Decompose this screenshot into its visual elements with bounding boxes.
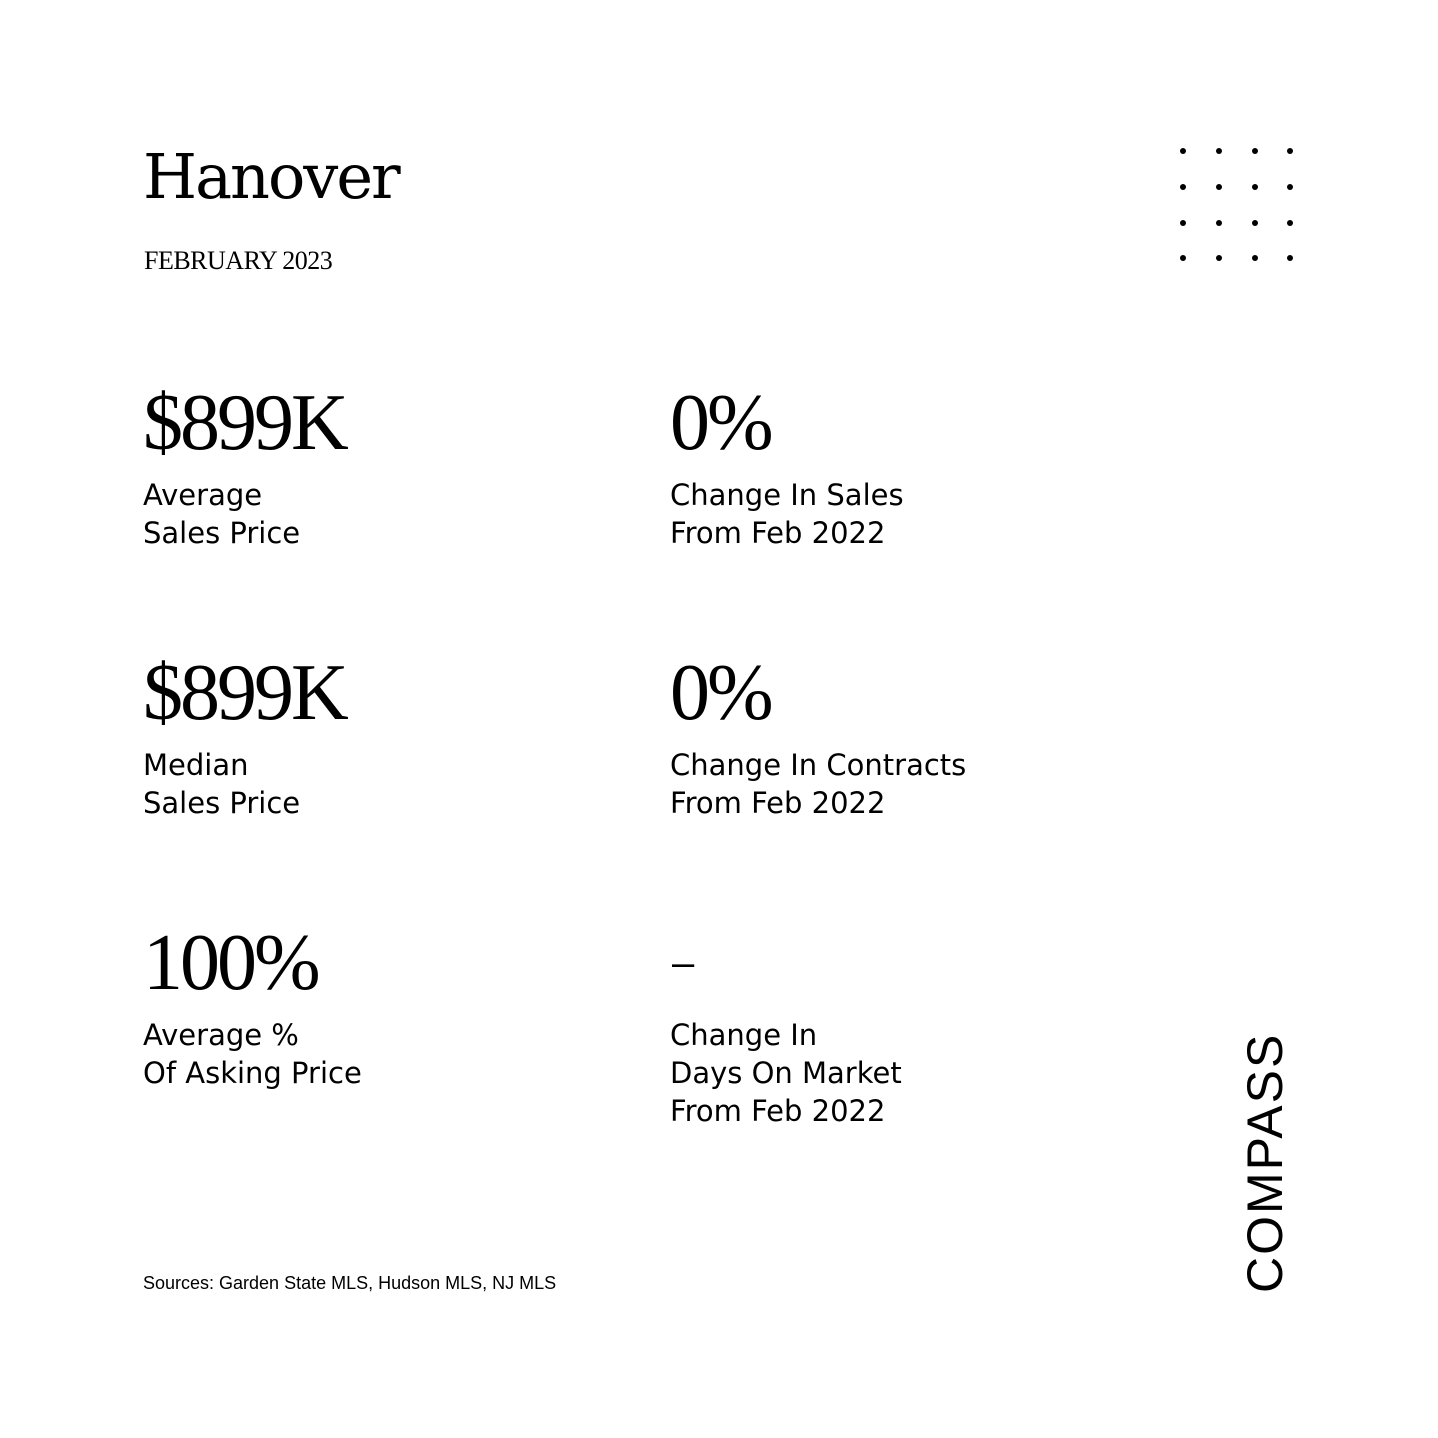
- stat-median-sales-price: [143, 649, 346, 822]
- stat-label-line: Sales Price: [143, 516, 301, 550]
- stat-label-line: From Feb 2022: [670, 786, 886, 820]
- stat-value: $899K: [143, 649, 346, 737]
- stat-label-line: Change In Sales: [670, 478, 904, 512]
- stat-value: 0%: [670, 379, 771, 467]
- stat-average-percent-of-asking: [143, 919, 362, 1092]
- stat-label: [143, 746, 346, 822]
- stat-label-line: Average %: [143, 1018, 299, 1052]
- report-period: FEBRUARY 2023: [144, 246, 333, 275]
- stat-value: –: [672, 941, 695, 985]
- stat-value: 0%: [670, 649, 771, 737]
- stat-label-line: Sales Price: [143, 786, 301, 820]
- stat-value: 100%: [143, 919, 318, 1007]
- page-title: Hanover: [143, 140, 399, 213]
- sources-note: Sources: Garden State MLS, Hudson MLS, NJ MLS: [143, 1273, 557, 1293]
- stat-label: [143, 476, 346, 552]
- stat-label: [143, 1016, 362, 1092]
- stat-change-in-contracts: [670, 649, 967, 822]
- stat-average-sales-price: [143, 379, 346, 552]
- stat-label-line: Average: [143, 478, 263, 512]
- stat-label-line: Change In Contracts: [670, 748, 967, 782]
- stat-change-in-sales: [670, 379, 904, 552]
- dot-grid-icon: [1172, 141, 1302, 271]
- stat-label: [670, 1016, 902, 1130]
- stat-label-line: Median: [143, 748, 249, 782]
- stat-label: [670, 476, 904, 552]
- stat-label-line: Days On Market: [670, 1056, 902, 1090]
- stat-change-in-days-on-market: [670, 923, 902, 1130]
- stat-label-line: From Feb 2022: [670, 516, 886, 550]
- stat-label-line: Change In: [670, 1018, 818, 1052]
- stat-label: [670, 746, 966, 822]
- stat-value: $899K: [143, 379, 346, 467]
- logo-text: COMPASS: [1237, 1032, 1293, 1293]
- stat-label-line: Of Asking Price: [143, 1056, 362, 1090]
- compass-logo: [1237, 955, 1293, 1295]
- stat-label-line: From Feb 2022: [670, 1094, 886, 1128]
